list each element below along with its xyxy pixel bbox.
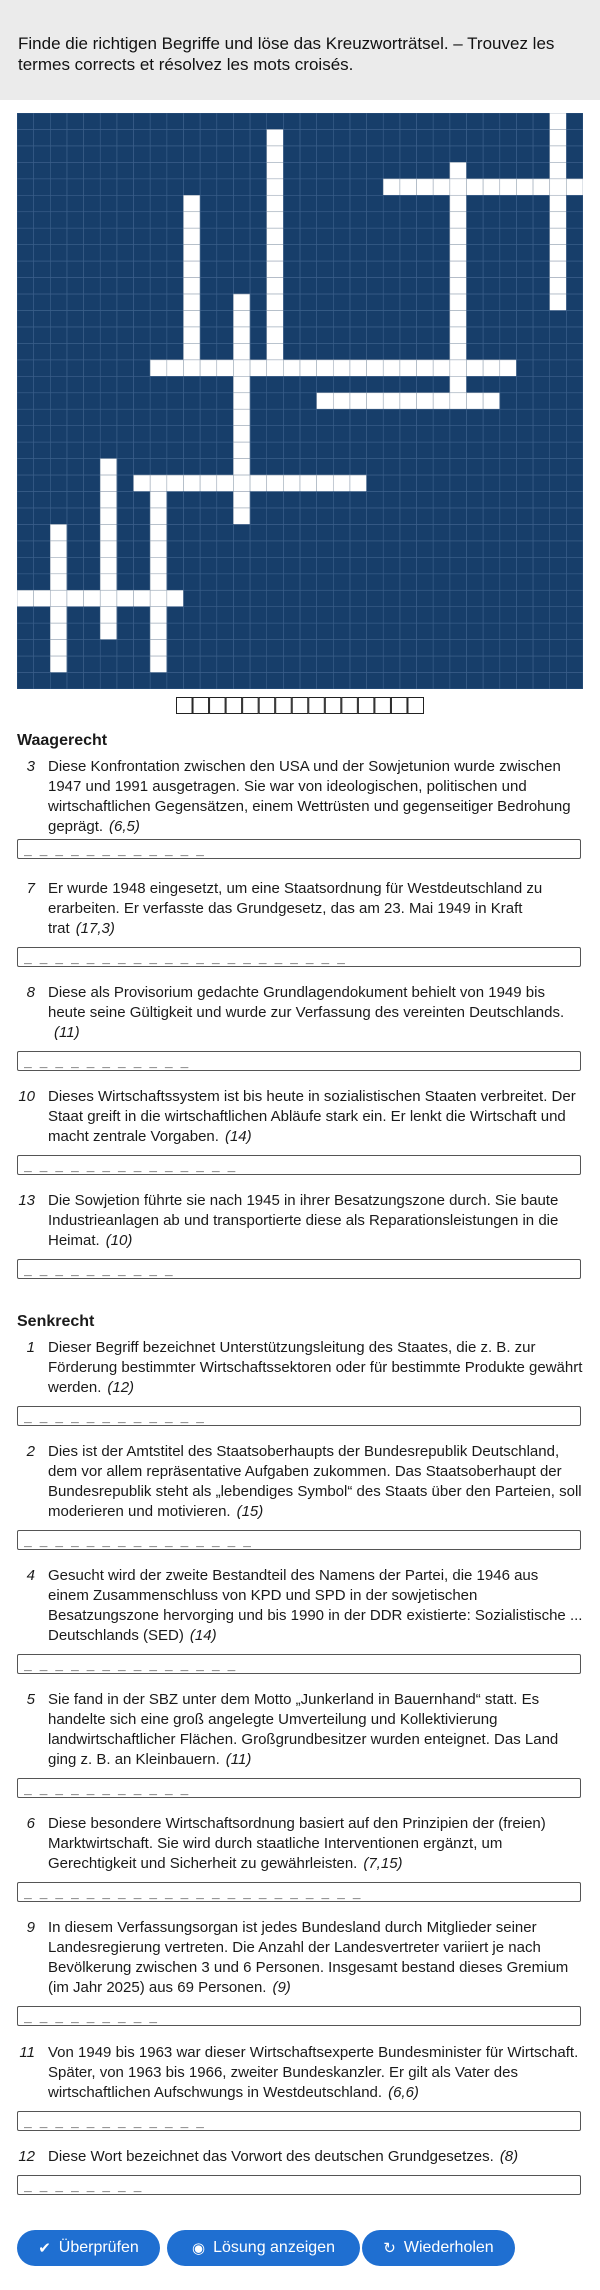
crossword-cell[interactable] [550, 261, 567, 277]
clue-text-body: Dieses Wirtschaftssystem ist bis heute in sozialistischen Staaten verbreitet. Der Staat greift in die wirtschaftlichen Abläufe stark ein. Er lenkt die Wirtschaft und macht zentrale Vorgaben. [48, 1088, 576, 1145]
crossword-cell[interactable] [267, 294, 284, 310]
clue-text [48, 1442, 583, 1522]
crossword-cell[interactable] [183, 212, 200, 228]
crossword-cell[interactable] [233, 475, 250, 491]
crossword-cell[interactable] [183, 195, 200, 211]
crossword-cell[interactable] [100, 574, 117, 590]
crossword-cell[interactable] [150, 557, 167, 573]
crossword-cell[interactable] [550, 195, 567, 211]
answer-field[interactable]: _ _ _ _ _ _ _ _ _ _ _ _ _ _ [17, 1155, 581, 1175]
crossword-cell[interactable] [167, 360, 184, 376]
crossword-cell[interactable] [267, 179, 284, 195]
crossword-cell[interactable] [233, 360, 250, 376]
crossword-cell[interactable] [317, 360, 334, 376]
retry-button-label: Wiederholen [403, 2239, 494, 2256]
clue-number: 7 [26, 880, 35, 897]
crossword-cell[interactable] [450, 212, 467, 228]
clue-number: 2 [26, 1443, 35, 1460]
clue-text [48, 2043, 583, 2103]
clue-number: 5 [26, 1691, 35, 1708]
crossword-cell[interactable] [267, 146, 284, 162]
crossword-cell[interactable] [367, 393, 384, 409]
crossword-cell[interactable] [450, 179, 467, 195]
crossword-cell[interactable] [417, 360, 434, 376]
crossword-cell[interactable] [433, 393, 450, 409]
crossword-cell[interactable] [550, 278, 567, 294]
crossword-cell[interactable] [134, 590, 151, 606]
crossword-cell[interactable] [383, 179, 400, 195]
crossword-cell[interactable] [550, 113, 567, 129]
crossword-cell[interactable] [317, 475, 334, 491]
clue-text-body: In diesem Verfassungsorgan ist jedes Bundesland durch Mitglieder seiner Landesregierung vertreten. Die Anzahl der Landesvertreter variiert je nach Bevölkerung zwischen 3 und 6 Personen. Insgesamt bestand dieses Gremium (im Jahr 2025) aus 69 Personen. [48, 1919, 569, 1996]
across-heading: Waagerecht [17, 732, 108, 749]
crossword-cell[interactable] [183, 294, 200, 310]
crossword-cell[interactable] [267, 475, 284, 491]
crossword-cell[interactable] [433, 360, 450, 376]
crossword-cell[interactable] [450, 228, 467, 244]
crossword-cell[interactable] [233, 442, 250, 458]
crossword-cell[interactable] [200, 475, 217, 491]
clue-length: (15) [236, 1503, 264, 1520]
crossword-cell[interactable] [450, 195, 467, 211]
clue-text-body: Diese besondere Wirtschaftsordnung basiert auf den Prinzipien der (freien) Marktwirtschaft. Sie wird durch staatliche Interventionen ergänzt, um Gerechtigkeit und Sicherheit zu gewährleisten. [48, 1815, 546, 1872]
clue-text-body: Die Sowjetion führte sie nach 1945 in ihrer Besatzungszone durch. Sie baute Industrieanlagen ab und transportierte diese als Reparationsleistungen in die Heimat. [48, 1192, 559, 1249]
crossword-cell[interactable] [566, 179, 583, 195]
solution-box[interactable] [325, 698, 341, 714]
crossword-cell[interactable] [100, 557, 117, 573]
clue-length: (9) [272, 1979, 291, 1996]
crossword-cell[interactable] [100, 541, 117, 557]
crossword-cell[interactable] [50, 574, 67, 590]
crossword-cell[interactable] [267, 343, 284, 359]
crossword-cell[interactable] [450, 245, 467, 261]
crossword-cell[interactable] [400, 360, 417, 376]
crossword-cell[interactable] [267, 245, 284, 261]
clue-text [48, 1338, 583, 1398]
instructions-text: Finde die richtigen Begriffe und löse das Kreuzworträtsel. – Trouvez les termes corrects et résolvez les mots croisés. [18, 34, 555, 74]
crossword-cell[interactable] [516, 179, 533, 195]
crossword-cell[interactable] [450, 162, 467, 178]
solution-box[interactable] [177, 698, 193, 714]
clue-length: (6,5) [109, 818, 140, 835]
crossword-cell[interactable] [417, 179, 434, 195]
solution-box[interactable] [259, 698, 275, 714]
crossword-cell[interactable] [183, 245, 200, 261]
crossword-cell[interactable] [450, 327, 467, 343]
clue-text-body: Dieser Begriff bezeichnet Unterstützungsleitung des Staates, die z. B. zur Förderung bestimmter Wirtschaftssektoren oder für bestimmte Produkte gewährt werden. [48, 1339, 583, 1396]
crossword-cell[interactable] [450, 310, 467, 326]
clue-length: (8) [499, 2148, 519, 2165]
crossword-cell[interactable] [233, 294, 250, 310]
instructions-bar [0, 0, 600, 100]
crossword-cell[interactable] [550, 129, 567, 145]
crossword-cell[interactable] [300, 475, 317, 491]
crossword-cell[interactable] [267, 212, 284, 228]
clue-length: (14) [189, 1627, 217, 1644]
crossword-cell[interactable] [117, 590, 134, 606]
answer-field[interactable]: _ _ _ _ _ _ _ _ _ _ _ _ [17, 1406, 581, 1426]
clue-length: (11) [225, 1751, 252, 1768]
clue-text [48, 1191, 583, 1251]
clue-length: (12) [107, 1379, 135, 1396]
eye-icon: ◉ [192, 2240, 206, 2257]
crossword-cell[interactable] [150, 607, 167, 623]
crossword-cell[interactable] [317, 393, 334, 409]
solution-box[interactable] [391, 698, 407, 714]
answer-field[interactable]: _ _ _ _ _ _ _ _ _ _ [17, 1259, 581, 1279]
crossword-cell[interactable] [100, 459, 117, 475]
crossword-cell[interactable] [183, 278, 200, 294]
crossword-cell[interactable] [450, 343, 467, 359]
clue-number: 9 [26, 1919, 35, 1936]
crossword-cell[interactable] [100, 623, 117, 639]
crossword-cell[interactable] [200, 360, 217, 376]
clue-text [48, 879, 583, 939]
crossword-cell[interactable] [150, 574, 167, 590]
crossword-cell[interactable] [333, 475, 350, 491]
crossword-cell[interactable] [233, 492, 250, 508]
crossword-cell[interactable] [267, 129, 284, 145]
answer-field[interactable]: _ _ _ _ _ _ _ _ _ [17, 2006, 581, 2026]
clue-number: 1 [26, 1339, 35, 1356]
solution-box[interactable] [408, 698, 424, 714]
clue-text [48, 1087, 583, 1147]
crossword-cell[interactable] [183, 310, 200, 326]
crossword-cell[interactable] [466, 393, 483, 409]
crossword-cell[interactable] [150, 492, 167, 508]
crossword-cell[interactable] [483, 360, 500, 376]
clue-text-body: Diese als Provisorium gedachte Grundlagendokument behielt von 1949 bis heute seine Gültigkeit und wurde zur Verfassung des vereinten Deutschlands. [48, 984, 565, 1021]
crossword-cell[interactable] [217, 475, 234, 491]
solution-box[interactable] [226, 698, 242, 714]
crossword-cell[interactable] [433, 179, 450, 195]
clue-text-body: Diese Konfrontation zwischen den USA und der Sowjetunion wurde zwischen 1947 und 1991 ausgetragen. Sie war von ideologischen, politischen und wirtschaftlichen Gegensätzen, einem Wettrüsten und gegenseitiger Bedrohung geprägt. [48, 758, 571, 835]
crossword-cell[interactable] [550, 146, 567, 162]
crossword-cell[interactable] [100, 590, 117, 606]
crossword-cell[interactable] [50, 590, 67, 606]
solution-box[interactable] [375, 698, 391, 714]
crossword-cell[interactable] [350, 393, 367, 409]
crossword-cell[interactable] [550, 179, 567, 195]
crossword-cell[interactable] [233, 459, 250, 475]
crossword-cell[interactable] [50, 557, 67, 573]
crossword-cell[interactable] [450, 376, 467, 392]
crossword-cell[interactable] [167, 590, 184, 606]
crossword-cell[interactable] [267, 195, 284, 211]
crossword-cell[interactable] [383, 360, 400, 376]
clue-length: (14) [224, 1128, 252, 1145]
crossword-cell[interactable] [183, 261, 200, 277]
crossword-cell[interactable] [100, 492, 117, 508]
solution-box[interactable] [243, 698, 259, 714]
crossword-cell[interactable] [100, 607, 117, 623]
crossword-cell[interactable] [267, 310, 284, 326]
crossword-cell[interactable] [533, 179, 550, 195]
clue-text-body: Dies ist der Amtstitel des Staatsoberhaupts der Bundesrepublik Deutschland, dem vor allem repräsentative Aufgaben zukommen. Das Staatsoberhaupt der Bundesrepublik steht als „lebendiges Symbol“ des Staats über den Parteien, soll moderieren und motivieren. [48, 1443, 582, 1520]
crossword-cell[interactable] [550, 228, 567, 244]
answer-field[interactable]: _ _ _ _ _ _ _ _ [17, 2175, 581, 2195]
crossword-cell[interactable] [167, 475, 184, 491]
crossword-cell[interactable] [50, 656, 67, 672]
crossword-cell[interactable] [233, 343, 250, 359]
clue-text [48, 1690, 583, 1770]
crossword-cell[interactable] [183, 475, 200, 491]
crossword-cell[interactable] [217, 360, 234, 376]
answer-field[interactable]: _ _ _ _ _ _ _ _ _ _ _ _ [17, 2111, 581, 2131]
check-circle-icon: ✔ [38, 2240, 51, 2257]
crossword-cell[interactable] [450, 360, 467, 376]
crossword-cell[interactable] [150, 508, 167, 524]
crossword-cell[interactable] [383, 393, 400, 409]
crossword-cell[interactable] [267, 360, 284, 376]
crossword-cell[interactable] [50, 640, 67, 656]
crossword-cell[interactable] [267, 162, 284, 178]
solution-box[interactable] [309, 698, 325, 714]
crossword-cell[interactable] [350, 360, 367, 376]
solution-box[interactable] [292, 698, 308, 714]
crossword-cell[interactable] [483, 179, 500, 195]
crossword-cell[interactable] [183, 360, 200, 376]
down-heading: Senkrecht [17, 1313, 95, 1330]
crossword-cell[interactable] [100, 524, 117, 540]
crossword-cell[interactable] [233, 310, 250, 326]
clue-length: (6,6) [388, 2084, 419, 2101]
answer-field[interactable]: _ _ _ _ _ _ _ _ _ _ _ _ _ _ [17, 1654, 581, 1674]
crossword-cell[interactable] [350, 475, 367, 491]
crossword-cell[interactable] [233, 409, 250, 425]
clue-text-body: Sie fand in der SBZ unter dem Motto „Junkerland in Bauernhand“ statt. Es handelte sich eine groß angelegte Umverteilung und Kollektivierung landwirtschaftlicher Flächen. Großgrundbesitzer wurden enteignet. Das Land ging z. B. an Kleinbauern. [48, 1691, 559, 1768]
solution-box[interactable] [276, 698, 292, 714]
crossword-cell[interactable] [150, 475, 167, 491]
solution-word-boxes[interactable] [176, 697, 424, 714]
crossword-cell[interactable] [417, 393, 434, 409]
retry-button[interactable] [362, 2230, 515, 2266]
crossword-grid[interactable] [17, 113, 583, 689]
clue-text [48, 1918, 583, 1998]
crossword-cell[interactable] [250, 475, 267, 491]
crossword-cell[interactable] [500, 360, 517, 376]
answer-field[interactable]: _ _ _ _ _ _ _ _ _ _ _ _ _ _ _ [17, 1530, 581, 1550]
answer-field[interactable]: _ _ _ _ _ _ _ _ _ _ _ _ _ _ _ _ _ _ _ _ _ _ [17, 1882, 581, 1902]
solution-box[interactable] [210, 698, 226, 714]
crossword-cell[interactable] [283, 360, 300, 376]
crossword-cell[interactable] [150, 541, 167, 557]
crossword-cell[interactable] [550, 212, 567, 228]
clue-text [48, 2147, 583, 2167]
crossword-cell[interactable] [150, 640, 167, 656]
crossword-cell[interactable] [500, 179, 517, 195]
clue-length: (7,15) [363, 1855, 403, 1872]
clue-text-body: Von 1949 bis 1963 war dieser Wirtschaftsexperte Bundesminister für Wirtschaft. Später, von 1963 bis 1966, zweiter Bundeskanzler. Er gilt als Vater des wirtschaftlichen Aufschwungs in Westdeutschland. [48, 2044, 579, 2101]
clue-text [48, 1814, 583, 1874]
clue-text-body: Gesucht wird der zweite Bestandteil des Namens der Partei, die 1946 aus einem Zusammenschluss von KPD und SPD in der sowjetischen Besatzungszone hervorging und bis 1990 in der DDR existierte: Sozialistische ... Deutschlands (SED) [48, 1567, 583, 1644]
crossword-cell[interactable] [150, 623, 167, 639]
crossword-cell[interactable] [483, 393, 500, 409]
redo-icon: ↻ [383, 2240, 396, 2257]
clue-text-body: Er wurde 1948 eingesetzt, um eine Staatsordnung für Westdeutschland zu erarbeiten. Er verfasste das Grundgesetz, das am 23. Mai 1949 in Kraft trat [48, 880, 543, 937]
clue-number: 12 [18, 2148, 35, 2165]
clue-number: 10 [18, 1088, 35, 1105]
crossword-cell[interactable] [466, 360, 483, 376]
clue-length: (11) [54, 1024, 80, 1041]
crossword-cell[interactable] [300, 360, 317, 376]
crossword-cell[interactable] [550, 162, 567, 178]
clue-text-body: Diese Wort bezeichnet das Vorwort des deutschen Grundgesetzes. [48, 2148, 494, 2165]
crossword-cell[interactable] [550, 294, 567, 310]
crossword-cell[interactable] [84, 590, 101, 606]
crossword-cell[interactable] [183, 343, 200, 359]
crossword-board [17, 113, 583, 689]
crossword-cell[interactable] [50, 524, 67, 540]
crossword-cell[interactable] [150, 656, 167, 672]
crossword-cell[interactable] [100, 475, 117, 491]
clue-number: 11 [19, 2044, 35, 2061]
clue-number: 8 [26, 984, 35, 1001]
crossword-cell[interactable] [400, 393, 417, 409]
crossword-cell[interactable] [183, 228, 200, 244]
crossword-cell[interactable] [34, 590, 51, 606]
crossword-cell[interactable] [233, 393, 250, 409]
crossword-cell[interactable] [267, 228, 284, 244]
clue-number: 6 [26, 1815, 35, 1832]
crossword-cell[interactable] [183, 327, 200, 343]
check-button[interactable] [17, 2230, 160, 2266]
clue-text [48, 1566, 583, 1646]
crossword-cell[interactable] [50, 623, 67, 639]
solution-box[interactable] [342, 698, 358, 714]
crossword-cell[interactable] [450, 261, 467, 277]
check-button-label: Überprüfen [58, 2239, 139, 2256]
answer-field[interactable]: _ _ _ _ _ _ _ _ _ _ _ [17, 1778, 581, 1798]
clue-number: 13 [18, 1192, 35, 1209]
crossword-cell[interactable] [233, 376, 250, 392]
clue-length: (10) [105, 1232, 133, 1249]
crossword-cell[interactable] [50, 541, 67, 557]
crossword-cell[interactable] [150, 360, 167, 376]
crossword-cell[interactable] [50, 607, 67, 623]
crossword-cell[interactable] [150, 524, 167, 540]
crossword-cell[interactable] [267, 278, 284, 294]
clue-text [48, 757, 583, 837]
crossword-cell[interactable] [267, 327, 284, 343]
crossword-cell[interactable] [400, 179, 417, 195]
clue-length: (17,3) [75, 920, 115, 937]
crossword-cell[interactable] [233, 327, 250, 343]
clue-text [48, 983, 583, 1043]
crossword-cell[interactable] [283, 475, 300, 491]
answer-field[interactable]: _ _ _ _ _ _ _ _ _ _ _ _ _ _ _ _ _ _ _ _ _ [17, 947, 581, 967]
crossword-cell[interactable] [134, 475, 151, 491]
crossword-cell[interactable] [367, 360, 384, 376]
crossword-cell[interactable] [450, 278, 467, 294]
clue-number: 3 [26, 758, 35, 775]
crossword-cell[interactable] [466, 179, 483, 195]
crossword-cell[interactable] [67, 590, 84, 606]
crossword-cell[interactable] [250, 360, 267, 376]
show-solution-button[interactable] [167, 2230, 360, 2266]
crossword-cell[interactable] [233, 426, 250, 442]
solution-box[interactable] [193, 698, 209, 714]
crossword-cell[interactable] [450, 393, 467, 409]
clue-number: 4 [26, 1567, 35, 1584]
crossword-cell[interactable] [450, 294, 467, 310]
answer-field[interactable]: _ _ _ _ _ _ _ _ _ _ _ _ [17, 839, 581, 859]
crossword-cell[interactable] [150, 590, 167, 606]
crossword-cell[interactable] [267, 261, 284, 277]
answer-field[interactable]: _ _ _ _ _ _ _ _ _ _ _ [17, 1051, 581, 1071]
crossword-cell[interactable] [100, 508, 117, 524]
crossword-cell[interactable] [333, 360, 350, 376]
crossword-cell[interactable] [550, 245, 567, 261]
crossword-cell[interactable] [17, 590, 34, 606]
solution-box[interactable] [358, 698, 374, 714]
crossword-cell[interactable] [233, 508, 250, 524]
crossword-cell[interactable] [333, 393, 350, 409]
show-solution-button-label: Lösung anzeigen [213, 2239, 335, 2256]
